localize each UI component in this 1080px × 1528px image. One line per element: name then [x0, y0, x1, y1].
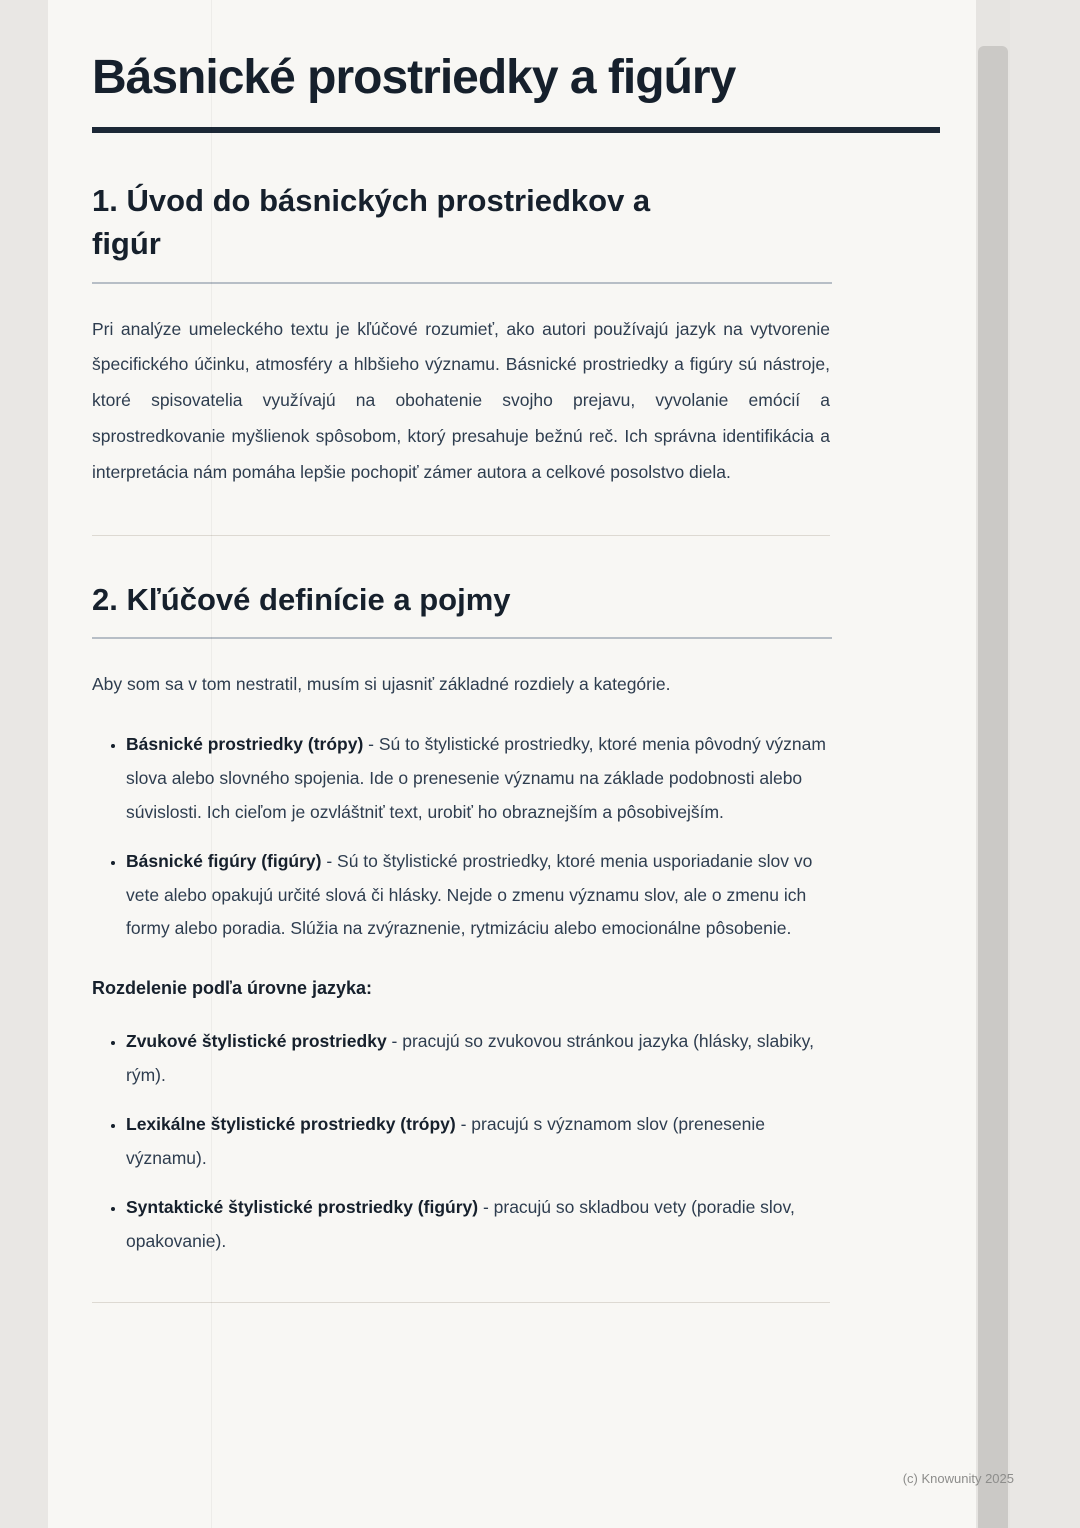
section-1-heading: 1. Úvod do básnických prostriedkov a figúr — [92, 182, 651, 262]
term-label: Lexikálne štylistické prostriedky (trópy) — [126, 1114, 456, 1135]
page-margin-line — [211, 0, 212, 1528]
term-label: Syntaktické štylistické prostriedky (figúry) — [126, 1197, 479, 1218]
section-2-intro: Aby som sa v tom nestratil, musím si ujasniť základné rozdiely a kategórie. — [92, 674, 671, 695]
list-item — [126, 845, 826, 946]
title-rule — [92, 127, 940, 133]
definitions-list — [92, 728, 826, 946]
scrollbar-thumb[interactable] — [978, 46, 1008, 1528]
section-1-rule — [92, 282, 832, 284]
term-label: Básnické prostriedky (trópy) — [126, 734, 364, 755]
term-label: Básnické figúry (figúry) — [126, 851, 322, 872]
term-description: - pracujú s významom slov (prenesenie významu). — [126, 1114, 766, 1168]
list-item — [126, 1025, 826, 1092]
section-definitions — [92, 578, 940, 1259]
list-item — [126, 1191, 826, 1258]
section-2-rule — [92, 637, 832, 639]
document-sheet — [48, 0, 976, 1528]
bottom-divider — [92, 1302, 830, 1303]
list-item — [126, 1108, 826, 1175]
term-label: Zvukové štylistické prostriedky — [126, 1030, 387, 1051]
term-description: - pracujú so skladbou vety (poradie slov, opakovanie). — [126, 1197, 795, 1251]
section-2-heading: 2. Kľúčové definície a pojmy — [92, 581, 511, 617]
language-levels-subheading: Rozdelenie podľa úrovne jazyka: — [92, 977, 373, 998]
term-description: - pracujú so zvukovou stránkou jazyka (hlásky, slabiky, rým). — [126, 1030, 814, 1085]
term-description: - Sú to štylistické prostriedky, ktoré menia usporiadanie slov vo vete alebo opakujú určité slová či hlásky. Nejde o zmenu významu slov, ale o zmenu ich formy alebo poradia. Slúžia na zvýraznenie, rytmizáciu alebo emocionálne pôsobenie. — [126, 851, 813, 939]
language-levels-list — [92, 1025, 826, 1259]
copyright-note: (c) Knowunity 2025 — [902, 1471, 1014, 1486]
list-item — [126, 728, 826, 829]
term-description: - Sú to štylistické prostriedky, ktoré menia pôvodný význam slova alebo slovného spojenia. Ide o prenesenie významu na základe podobnosti alebo súvislosti. Ich cieľom je ozvláštniť text, urobiť ho obraznejším a pôsobivejším. — [126, 734, 826, 822]
section-divider — [92, 535, 830, 536]
document-content — [48, 0, 940, 1303]
section-intro — [92, 179, 940, 491]
page-title: Básnické prostriedky a figúry — [92, 51, 736, 104]
section-1-paragraph: Pri analýze umeleckého textu je kľúčové rozumieť, ako autori používajú jazyk na vytvorenie špecifického účinku, atmosféry a hlbšieho významu. Básnické prostriedky a figúry sú nástroje, ktoré spisovatelia využívajú na obohatenie svojho prejavu, vyvolanie emócií a sprostredkovanie myšlienok spôsobom, ktorý presahuje bežnú reč. Ich správna identifikácia a interpretácia nám pomáha lepšie pochopiť zámer autora a celkové posolstvo diela. — [92, 318, 830, 483]
